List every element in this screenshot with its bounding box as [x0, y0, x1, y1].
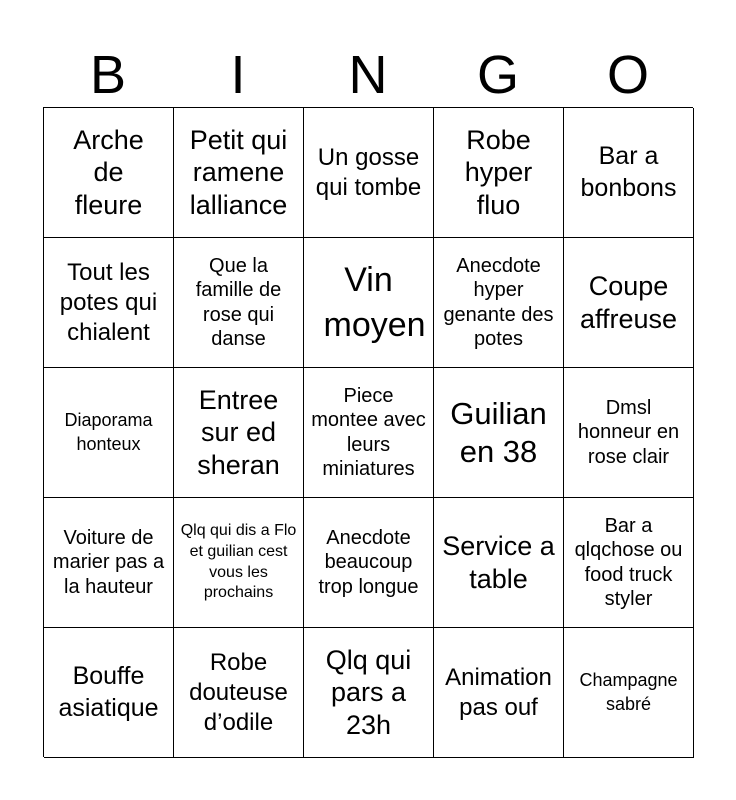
- cell-text: Dmsl honneur en rose clair: [577, 396, 680, 468]
- bingo-cell[interactable]: [434, 498, 564, 628]
- title-letter-n: N: [348, 45, 388, 105]
- cell-text: Robe douteuse d’odile: [189, 648, 288, 736]
- title-letter-i: I: [230, 45, 246, 105]
- bingo-cell[interactable]: [174, 628, 304, 758]
- bingo-cell[interactable]: [174, 108, 304, 238]
- cell-text: Qlq qui pars a 23h: [325, 644, 412, 740]
- bingo-cell[interactable]: [44, 108, 174, 238]
- title-letter-o: O: [606, 45, 649, 105]
- title-letter-g: G: [476, 45, 519, 105]
- cell-text: Coupe affreuse: [579, 271, 678, 334]
- bingo-cell[interactable]: [304, 498, 434, 628]
- cell-text: Anecdote hyper genante des potes: [443, 254, 554, 350]
- bingo-cell[interactable]: [44, 238, 174, 368]
- bingo-cell[interactable]: [304, 368, 434, 498]
- bingo-cell[interactable]: [44, 498, 174, 628]
- cell-text: Voiture de marier pas a la hauteur: [52, 526, 165, 598]
- bingo-cell[interactable]: [174, 368, 304, 498]
- cell-text: Arche de fleure: [73, 124, 144, 220]
- bingo-cell[interactable]: [434, 108, 564, 238]
- cell-text: Robe hyper fluo: [464, 124, 533, 220]
- cell-text: Anecdote beaucoup trop longue: [318, 526, 419, 598]
- cell-text: Qlq qui dis a Flo et guilian cest vous les prochains: [180, 521, 297, 602]
- bingo-cell[interactable]: [304, 238, 434, 368]
- cell-text: Bar a bonbons: [580, 142, 677, 202]
- bingo-grid: [43, 107, 693, 757]
- bingo-cell[interactable]: [564, 108, 694, 238]
- cell-text: Guilian en 38: [450, 396, 547, 469]
- bingo-title: [43, 44, 693, 106]
- bingo-cell[interactable]: [564, 628, 694, 758]
- bingo-cell[interactable]: [44, 628, 174, 758]
- bingo-cell[interactable]: [304, 628, 434, 758]
- cell-text: Bar a qlqchose ou food truck styler: [574, 514, 683, 610]
- bingo-cell[interactable]: [564, 498, 694, 628]
- bingo-cell[interactable]: [44, 368, 174, 498]
- cell-text: Petit qui ramene lalliance: [189, 124, 288, 220]
- bingo-cell[interactable]: [564, 238, 694, 368]
- bingo-cell[interactable]: [174, 498, 304, 628]
- cell-text: Champagne sabré: [579, 670, 678, 714]
- cell-text: Un gosse qui tombe: [315, 143, 422, 201]
- cell-text: Bouffe asiatique: [58, 662, 159, 722]
- bingo-cell[interactable]: [564, 368, 694, 498]
- bingo-cell[interactable]: [434, 238, 564, 368]
- bingo-cell[interactable]: [434, 628, 564, 758]
- bingo-cell[interactable]: [434, 368, 564, 498]
- cell-text: Animation pas ouf: [445, 663, 552, 721]
- cell-text: Que la famille de rose qui danse: [195, 254, 282, 350]
- bingo-cell[interactable]: [174, 238, 304, 368]
- cell-text: Service a table: [442, 531, 555, 594]
- bingo-cell[interactable]: [304, 108, 434, 238]
- cell-text: Vin moyen: [323, 261, 426, 344]
- cell-text: Entree sur ed sheran: [197, 384, 280, 480]
- cell-text: Piece montee avec leurs miniatures: [311, 384, 426, 480]
- title-letter-b: B: [89, 45, 127, 105]
- cell-text: Diaporama honteux: [64, 410, 153, 454]
- cell-text: Tout les potes qui chialent: [59, 258, 158, 346]
